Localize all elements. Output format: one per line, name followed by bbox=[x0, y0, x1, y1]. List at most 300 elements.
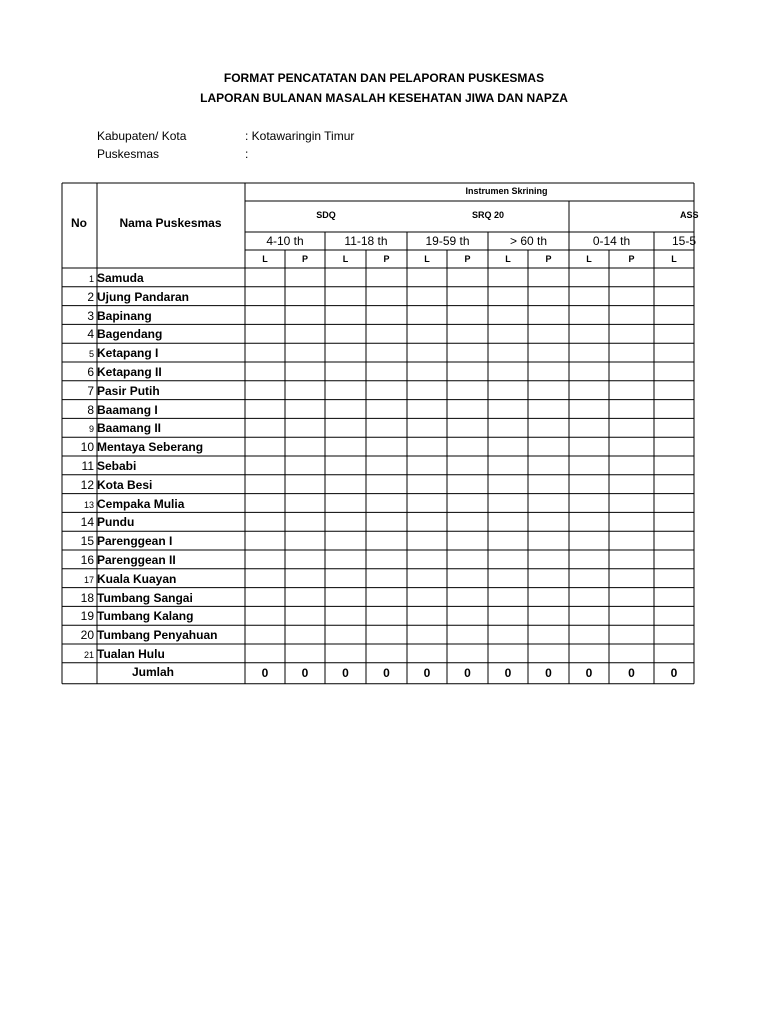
data-cell[interactable] bbox=[407, 550, 447, 569]
data-cell[interactable] bbox=[609, 625, 654, 644]
data-cell[interactable] bbox=[528, 362, 569, 381]
data-cell[interactable] bbox=[488, 494, 528, 513]
data-cell[interactable] bbox=[488, 569, 528, 588]
data-cell[interactable] bbox=[528, 456, 569, 475]
data-cell[interactable] bbox=[609, 512, 654, 531]
total-value: 0 bbox=[383, 665, 390, 680]
data-cell[interactable] bbox=[245, 588, 285, 607]
data-cell[interactable] bbox=[407, 512, 447, 531]
data-cell[interactable] bbox=[569, 512, 609, 531]
data-cell[interactable] bbox=[447, 512, 488, 531]
data-cell[interactable] bbox=[366, 644, 407, 663]
data-cell[interactable] bbox=[285, 569, 325, 588]
data-cell[interactable] bbox=[488, 550, 528, 569]
data-cell[interactable] bbox=[285, 306, 325, 325]
data-cell[interactable] bbox=[285, 287, 325, 306]
total-value: 0 bbox=[342, 665, 349, 680]
data-cell[interactable] bbox=[325, 456, 366, 475]
total-value: 0 bbox=[261, 665, 269, 680]
instrument-ass: ASS bbox=[680, 210, 699, 220]
row-number: 8 bbox=[87, 402, 94, 417]
data-cell[interactable] bbox=[609, 437, 654, 456]
data-cell[interactable] bbox=[245, 381, 285, 400]
data-cell[interactable] bbox=[447, 306, 488, 325]
data-cell[interactable] bbox=[407, 588, 447, 607]
data-cell[interactable] bbox=[654, 569, 694, 588]
data-cell[interactable] bbox=[488, 381, 528, 400]
data-cell[interactable] bbox=[407, 644, 447, 663]
data-cell[interactable] bbox=[569, 362, 609, 381]
data-cell[interactable] bbox=[285, 324, 325, 343]
data-cell[interactable] bbox=[407, 400, 447, 419]
data-cell[interactable] bbox=[407, 324, 447, 343]
data-cell[interactable] bbox=[569, 625, 609, 644]
age-group-label: > 60 th bbox=[509, 234, 548, 248]
puskesmas-name: Bapinang bbox=[97, 308, 152, 323]
age-group-label: 19-59 th bbox=[425, 234, 470, 248]
data-cell[interactable] bbox=[488, 456, 528, 475]
data-cell[interactable] bbox=[285, 644, 325, 663]
data-cell[interactable] bbox=[366, 306, 407, 325]
data-cell[interactable] bbox=[488, 418, 528, 437]
report-title-2: LAPORAN BULANAN MASALAH KESEHATAN JIWA DAN NAPZA bbox=[200, 91, 568, 105]
data-cell[interactable] bbox=[447, 531, 488, 550]
data-cell[interactable] bbox=[447, 606, 488, 625]
data-cell[interactable] bbox=[528, 475, 569, 494]
data-cell[interactable] bbox=[447, 381, 488, 400]
data-cell[interactable] bbox=[654, 625, 694, 644]
data-cell[interactable] bbox=[325, 494, 366, 513]
data-cell[interactable] bbox=[366, 456, 407, 475]
data-cell[interactable] bbox=[245, 362, 285, 381]
data-cell[interactable] bbox=[609, 550, 654, 569]
col-header-no: No bbox=[71, 216, 87, 230]
data-cell[interactable] bbox=[528, 494, 569, 513]
data-cell[interactable] bbox=[325, 400, 366, 419]
sex-label: L bbox=[586, 254, 592, 264]
data-cell[interactable] bbox=[245, 437, 285, 456]
puskesmas-name: Tumbang Sangai bbox=[97, 590, 193, 605]
row-number: 5 bbox=[88, 349, 94, 360]
data-cell[interactable] bbox=[654, 606, 694, 625]
data-cell[interactable] bbox=[609, 418, 654, 437]
data-cell[interactable] bbox=[325, 625, 366, 644]
data-cell[interactable] bbox=[447, 268, 488, 287]
data-cell[interactable] bbox=[528, 268, 569, 287]
data-cell[interactable] bbox=[285, 606, 325, 625]
total-label: Jumlah bbox=[131, 664, 174, 679]
data-cell[interactable] bbox=[245, 306, 285, 325]
data-cell[interactable] bbox=[366, 437, 407, 456]
data-cell[interactable] bbox=[407, 268, 447, 287]
data-cell[interactable] bbox=[528, 418, 569, 437]
data-cell[interactable] bbox=[654, 512, 694, 531]
puskesmas-name: Bagendang bbox=[97, 327, 163, 342]
data-cell[interactable] bbox=[366, 362, 407, 381]
sex-label: L bbox=[424, 254, 430, 264]
data-cell[interactable] bbox=[245, 343, 285, 362]
data-cell[interactable] bbox=[654, 381, 694, 400]
data-cell[interactable] bbox=[528, 569, 569, 588]
data-cell[interactable] bbox=[366, 475, 407, 494]
data-cell[interactable] bbox=[609, 606, 654, 625]
data-cell[interactable] bbox=[569, 475, 609, 494]
puskesmas-name: Kota Besi bbox=[97, 477, 153, 492]
data-cell[interactable] bbox=[325, 512, 366, 531]
data-cell[interactable] bbox=[528, 625, 569, 644]
data-cell[interactable] bbox=[569, 400, 609, 419]
data-cell[interactable] bbox=[245, 324, 285, 343]
data-cell[interactable] bbox=[407, 343, 447, 362]
data-cell[interactable] bbox=[447, 625, 488, 644]
data-cell[interactable] bbox=[245, 606, 285, 625]
data-cell[interactable] bbox=[447, 418, 488, 437]
data-cell[interactable] bbox=[285, 362, 325, 381]
row-number: 3 bbox=[87, 308, 94, 323]
data-cell[interactable] bbox=[528, 437, 569, 456]
data-cell[interactable] bbox=[407, 381, 447, 400]
data-cell[interactable] bbox=[569, 437, 609, 456]
row-number: 15 bbox=[80, 534, 94, 549]
data-cell[interactable] bbox=[285, 343, 325, 362]
data-cell[interactable] bbox=[488, 437, 528, 456]
data-cell[interactable] bbox=[488, 512, 528, 531]
puskesmas-name: Pasir Putih bbox=[97, 383, 160, 398]
data-cell[interactable] bbox=[366, 625, 407, 644]
data-cell[interactable] bbox=[569, 550, 609, 569]
data-cell[interactable] bbox=[325, 324, 366, 343]
data-cell[interactable] bbox=[245, 400, 285, 419]
data-cell[interactable] bbox=[447, 588, 488, 607]
total-value: 0 bbox=[301, 665, 309, 680]
data-cell[interactable] bbox=[654, 550, 694, 569]
data-cell[interactable] bbox=[447, 324, 488, 343]
data-cell[interactable] bbox=[407, 306, 447, 325]
sex-label: P bbox=[301, 254, 308, 264]
data-cell[interactable] bbox=[609, 381, 654, 400]
data-cell[interactable] bbox=[569, 343, 609, 362]
data-cell[interactable] bbox=[569, 418, 609, 437]
data-cell[interactable] bbox=[528, 343, 569, 362]
data-cell[interactable] bbox=[609, 588, 654, 607]
data-cell[interactable] bbox=[366, 268, 407, 287]
data-cell[interactable] bbox=[285, 625, 325, 644]
data-cell[interactable] bbox=[325, 550, 366, 569]
age-group-label: 4-10 th bbox=[266, 234, 304, 248]
sex-label: L bbox=[342, 254, 349, 264]
data-cell[interactable] bbox=[366, 418, 407, 437]
data-cell[interactable] bbox=[609, 475, 654, 494]
total-value: 0 bbox=[545, 665, 552, 680]
data-cell[interactable] bbox=[285, 550, 325, 569]
data-cell[interactable] bbox=[285, 475, 325, 494]
data-cell[interactable] bbox=[407, 475, 447, 494]
data-cell[interactable] bbox=[569, 569, 609, 588]
data-cell[interactable] bbox=[285, 531, 325, 550]
data-cell[interactable] bbox=[609, 306, 654, 325]
row-number: 19 bbox=[80, 609, 94, 624]
data-cell[interactable] bbox=[245, 494, 285, 513]
data-cell[interactable] bbox=[488, 306, 528, 325]
row-number: 6 bbox=[87, 365, 94, 379]
data-cell[interactable] bbox=[488, 324, 528, 343]
data-cell[interactable] bbox=[447, 343, 488, 362]
data-cell[interactable] bbox=[407, 531, 447, 550]
puskesmas-name: Parenggean I bbox=[97, 534, 173, 549]
row-number: 20 bbox=[80, 628, 94, 643]
puskesmas-name: Baamang I bbox=[97, 402, 158, 417]
puskesmas-name: Ketapang I bbox=[97, 346, 159, 361]
data-cell[interactable] bbox=[407, 437, 447, 456]
data-cell[interactable] bbox=[654, 362, 694, 381]
data-cell[interactable] bbox=[325, 306, 366, 325]
row-number: 9 bbox=[88, 424, 94, 435]
data-cell[interactable] bbox=[325, 475, 366, 494]
data-cell[interactable] bbox=[325, 268, 366, 287]
data-cell[interactable] bbox=[285, 268, 325, 287]
data-cell[interactable] bbox=[325, 437, 366, 456]
data-cell[interactable] bbox=[654, 306, 694, 325]
data-cell[interactable] bbox=[528, 550, 569, 569]
row-number: 13 bbox=[83, 499, 94, 510]
puskesmas-name: Ujung Pandaran bbox=[97, 289, 190, 304]
data-cell[interactable] bbox=[325, 287, 366, 306]
data-cell[interactable] bbox=[366, 569, 407, 588]
data-cell[interactable] bbox=[569, 606, 609, 625]
data-cell[interactable] bbox=[366, 512, 407, 531]
data-cell[interactable] bbox=[609, 400, 654, 419]
data-cell[interactable] bbox=[528, 644, 569, 663]
data-cell[interactable] bbox=[488, 400, 528, 419]
data-cell[interactable] bbox=[654, 475, 694, 494]
puskesmas-name: Cempaka Mulia bbox=[97, 496, 185, 511]
data-cell[interactable] bbox=[407, 606, 447, 625]
data-cell[interactable] bbox=[245, 475, 285, 494]
total-value: 0 bbox=[670, 665, 678, 680]
sex-label: L bbox=[262, 254, 268, 264]
data-cell[interactable] bbox=[245, 531, 285, 550]
data-cell[interactable] bbox=[569, 268, 609, 287]
total-value: 0 bbox=[423, 665, 431, 680]
row-number: 14 bbox=[80, 515, 94, 530]
data-cell[interactable] bbox=[654, 324, 694, 343]
data-cell[interactable] bbox=[366, 588, 407, 607]
data-cell[interactable] bbox=[528, 512, 569, 531]
data-cell[interactable] bbox=[528, 306, 569, 325]
data-cell[interactable] bbox=[407, 456, 447, 475]
data-cell[interactable] bbox=[245, 569, 285, 588]
row-number: 2 bbox=[87, 289, 94, 304]
instrument-srq20: SRQ 20 bbox=[471, 210, 504, 220]
data-cell[interactable] bbox=[407, 362, 447, 381]
row-number: 7 bbox=[87, 383, 94, 398]
puskesmas-name: Pundu bbox=[97, 515, 135, 530]
data-cell[interactable] bbox=[366, 400, 407, 419]
data-cell[interactable] bbox=[366, 324, 407, 343]
data-cell[interactable] bbox=[609, 569, 654, 588]
data-cell[interactable] bbox=[366, 381, 407, 400]
data-cell[interactable] bbox=[488, 475, 528, 494]
data-cell[interactable] bbox=[366, 531, 407, 550]
data-cell[interactable] bbox=[407, 494, 447, 513]
data-cell[interactable] bbox=[488, 644, 528, 663]
data-cell[interactable] bbox=[285, 588, 325, 607]
data-cell[interactable] bbox=[325, 588, 366, 607]
data-cell[interactable] bbox=[285, 494, 325, 513]
data-cell[interactable] bbox=[488, 625, 528, 644]
row-number: 21 bbox=[83, 650, 94, 660]
data-cell[interactable] bbox=[447, 475, 488, 494]
data-cell[interactable] bbox=[366, 287, 407, 306]
data-cell[interactable] bbox=[528, 287, 569, 306]
data-cell[interactable] bbox=[488, 343, 528, 362]
puskesmas-name: Parenggean II bbox=[97, 553, 176, 567]
data-cell[interactable] bbox=[245, 512, 285, 531]
puskesmas-name: Tumbang Kalang bbox=[97, 609, 194, 624]
data-cell[interactable] bbox=[609, 531, 654, 550]
data-cell[interactable] bbox=[325, 343, 366, 362]
total-value: 0 bbox=[504, 665, 512, 680]
data-cell[interactable] bbox=[488, 362, 528, 381]
data-cell[interactable] bbox=[488, 287, 528, 306]
puskesmas-name: Baamang II bbox=[97, 421, 162, 436]
data-cell[interactable] bbox=[245, 287, 285, 306]
data-cell[interactable] bbox=[654, 287, 694, 306]
sex-label: P bbox=[383, 254, 390, 264]
data-cell[interactable] bbox=[447, 437, 488, 456]
data-cell[interactable] bbox=[654, 531, 694, 550]
data-cell[interactable] bbox=[447, 456, 488, 475]
sex-label: P bbox=[545, 254, 552, 264]
data-cell[interactable] bbox=[285, 437, 325, 456]
row-number: 16 bbox=[80, 553, 94, 567]
data-cell[interactable] bbox=[654, 343, 694, 362]
data-cell[interactable] bbox=[609, 494, 654, 513]
data-cell[interactable] bbox=[609, 287, 654, 306]
puskesmas-name: Sebabi bbox=[97, 459, 137, 473]
data-cell[interactable] bbox=[447, 400, 488, 419]
data-cell[interactable] bbox=[285, 381, 325, 400]
data-cell[interactable] bbox=[654, 494, 694, 513]
data-cell[interactable] bbox=[447, 569, 488, 588]
puskesmas-value: : bbox=[245, 147, 249, 161]
data-cell[interactable] bbox=[609, 456, 654, 475]
data-cell[interactable] bbox=[569, 644, 609, 663]
col-header-nama: Nama Puskesmas bbox=[119, 216, 222, 230]
data-cell[interactable] bbox=[245, 644, 285, 663]
data-cell[interactable] bbox=[447, 494, 488, 513]
data-cell[interactable] bbox=[654, 400, 694, 419]
report-title-1: FORMAT PENCATATAN DAN PELAPORAN PUSKESMAS bbox=[223, 71, 545, 85]
data-cell[interactable] bbox=[569, 381, 609, 400]
data-cell[interactable] bbox=[528, 531, 569, 550]
data-cell[interactable] bbox=[488, 531, 528, 550]
data-cell[interactable] bbox=[569, 531, 609, 550]
total-value: 0 bbox=[628, 665, 635, 680]
data-cell[interactable] bbox=[407, 287, 447, 306]
data-cell[interactable] bbox=[654, 268, 694, 287]
data-cell[interactable] bbox=[609, 268, 654, 287]
data-cell[interactable] bbox=[528, 381, 569, 400]
kabupaten-label: Kabupaten/ Kota bbox=[97, 129, 187, 143]
data-cell[interactable] bbox=[569, 456, 609, 475]
data-cell[interactable] bbox=[245, 456, 285, 475]
age-group-label: 11-18 th bbox=[344, 234, 388, 248]
data-cell[interactable] bbox=[325, 362, 366, 381]
data-cell[interactable] bbox=[569, 287, 609, 306]
puskesmas-name: Samuda bbox=[97, 271, 144, 285]
data-cell[interactable] bbox=[325, 569, 366, 588]
data-cell[interactable] bbox=[447, 362, 488, 381]
data-cell[interactable] bbox=[569, 588, 609, 607]
data-cell[interactable] bbox=[528, 400, 569, 419]
data-cell[interactable] bbox=[447, 550, 488, 569]
instrument-sdq: SDQ bbox=[316, 210, 336, 220]
data-cell[interactable] bbox=[366, 343, 407, 362]
sex-label: L bbox=[505, 254, 511, 264]
row-number: 1 bbox=[88, 274, 94, 284]
data-cell[interactable] bbox=[285, 512, 325, 531]
data-cell[interactable] bbox=[447, 287, 488, 306]
data-cell[interactable] bbox=[325, 381, 366, 400]
data-cell[interactable] bbox=[366, 550, 407, 569]
data-cell[interactable] bbox=[285, 456, 325, 475]
row-number: 18 bbox=[80, 590, 94, 605]
data-cell[interactable] bbox=[407, 418, 447, 437]
data-cell[interactable] bbox=[528, 606, 569, 625]
data-cell[interactable] bbox=[654, 437, 694, 456]
data-cell[interactable] bbox=[325, 644, 366, 663]
data-cell[interactable] bbox=[609, 343, 654, 362]
puskesmas-label: Puskesmas bbox=[97, 147, 160, 161]
data-cell[interactable] bbox=[245, 550, 285, 569]
data-cell[interactable] bbox=[654, 588, 694, 607]
data-cell[interactable] bbox=[325, 418, 366, 437]
data-cell[interactable] bbox=[488, 588, 528, 607]
puskesmas-name: Ketapang II bbox=[97, 365, 162, 379]
data-cell[interactable] bbox=[407, 625, 447, 644]
row-number: 11 bbox=[81, 459, 94, 473]
data-cell[interactable] bbox=[325, 531, 366, 550]
data-cell[interactable] bbox=[569, 324, 609, 343]
data-cell[interactable] bbox=[654, 456, 694, 475]
data-cell[interactable] bbox=[569, 494, 609, 513]
data-cell[interactable] bbox=[285, 400, 325, 419]
data-cell[interactable] bbox=[245, 625, 285, 644]
data-cell[interactable] bbox=[654, 644, 694, 663]
sex-label: P bbox=[464, 254, 471, 264]
data-cell[interactable] bbox=[245, 418, 285, 437]
age-group-label: 0-14 th bbox=[592, 234, 631, 248]
data-cell[interactable] bbox=[366, 494, 407, 513]
data-cell[interactable] bbox=[447, 644, 488, 663]
puskesmas-name: Mentaya Seberang bbox=[97, 440, 204, 455]
data-cell[interactable] bbox=[366, 606, 407, 625]
data-cell[interactable] bbox=[245, 268, 285, 287]
data-cell[interactable] bbox=[609, 362, 654, 381]
data-cell[interactable] bbox=[654, 418, 694, 437]
data-cell[interactable] bbox=[528, 324, 569, 343]
data-cell[interactable] bbox=[325, 606, 366, 625]
data-cell[interactable] bbox=[285, 418, 325, 437]
data-cell[interactable] bbox=[528, 588, 569, 607]
data-cell[interactable] bbox=[569, 306, 609, 325]
data-cell[interactable] bbox=[488, 606, 528, 625]
data-cell[interactable] bbox=[609, 324, 654, 343]
data-cell[interactable] bbox=[407, 569, 447, 588]
data-cell[interactable] bbox=[609, 644, 654, 663]
data-cell[interactable] bbox=[488, 268, 528, 287]
